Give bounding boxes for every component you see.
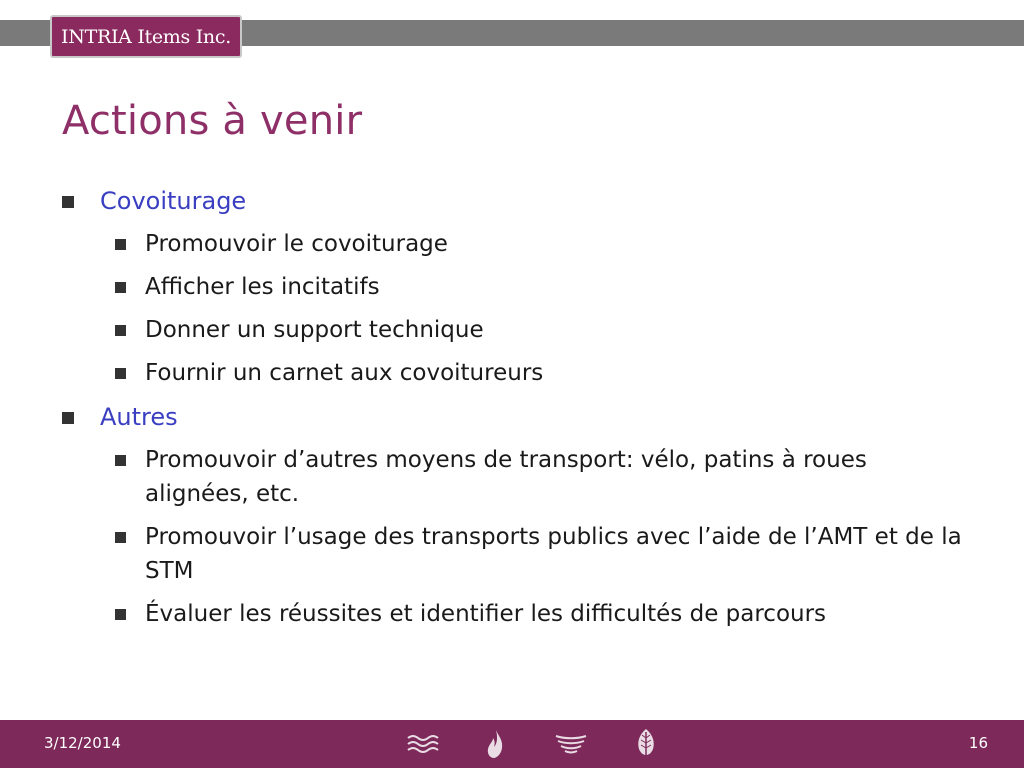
- list-item: [62, 597, 972, 631]
- square-bullet-icon: [115, 282, 126, 293]
- square-bullet-icon: [115, 532, 126, 543]
- list-item-text: Afficher les incitatifs: [145, 274, 380, 300]
- section-label: Autres: [100, 403, 178, 431]
- section-autres: [62, 399, 972, 435]
- square-bullet-icon: [115, 325, 126, 336]
- square-bullet-icon: [115, 368, 126, 379]
- water-waves-icon: [405, 728, 441, 760]
- flame-icon: [484, 728, 506, 760]
- leaf-icon: [634, 728, 658, 760]
- slide-title: Actions à venir: [62, 98, 363, 144]
- list-item-text: Fournir un carnet aux covoitureurs: [145, 360, 544, 386]
- footer-date: 3/12/2014: [44, 734, 121, 752]
- square-bullet-icon: [115, 455, 126, 466]
- list-item: [62, 356, 972, 390]
- square-bullet-icon: [115, 609, 126, 620]
- list-item-text: Promouvoir d’autres moyens de transport: vélo, patins à roues alignées, etc.: [145, 447, 867, 507]
- list-item-text: Promouvoir l’usage des transports publics avec l’aide de l’AMT et de la STM: [145, 524, 962, 584]
- square-bullet-icon: [115, 239, 126, 250]
- square-bullet-icon: [62, 412, 74, 424]
- list-item: [62, 520, 972, 588]
- list-item-text: Promouvoir le covoiturage: [145, 231, 448, 257]
- square-bullet-icon: [62, 196, 74, 208]
- list-item: [62, 270, 972, 304]
- list-item-text: Évaluer les réussites et identifier les difficultés de parcours: [145, 601, 827, 627]
- list-item-text: Donner un support technique: [145, 317, 484, 343]
- wind-icon: [554, 728, 588, 760]
- footer-band: [0, 720, 1024, 768]
- list-item: [62, 443, 972, 511]
- section-covoiturage: [62, 183, 972, 219]
- page-number: 16: [968, 734, 988, 752]
- logo-text: INTRIA Items Inc.: [61, 25, 231, 48]
- company-logo: [50, 15, 242, 58]
- section-label: Covoiturage: [100, 187, 247, 215]
- bullet-list: [62, 183, 972, 640]
- list-item: [62, 227, 972, 261]
- list-item: [62, 313, 972, 347]
